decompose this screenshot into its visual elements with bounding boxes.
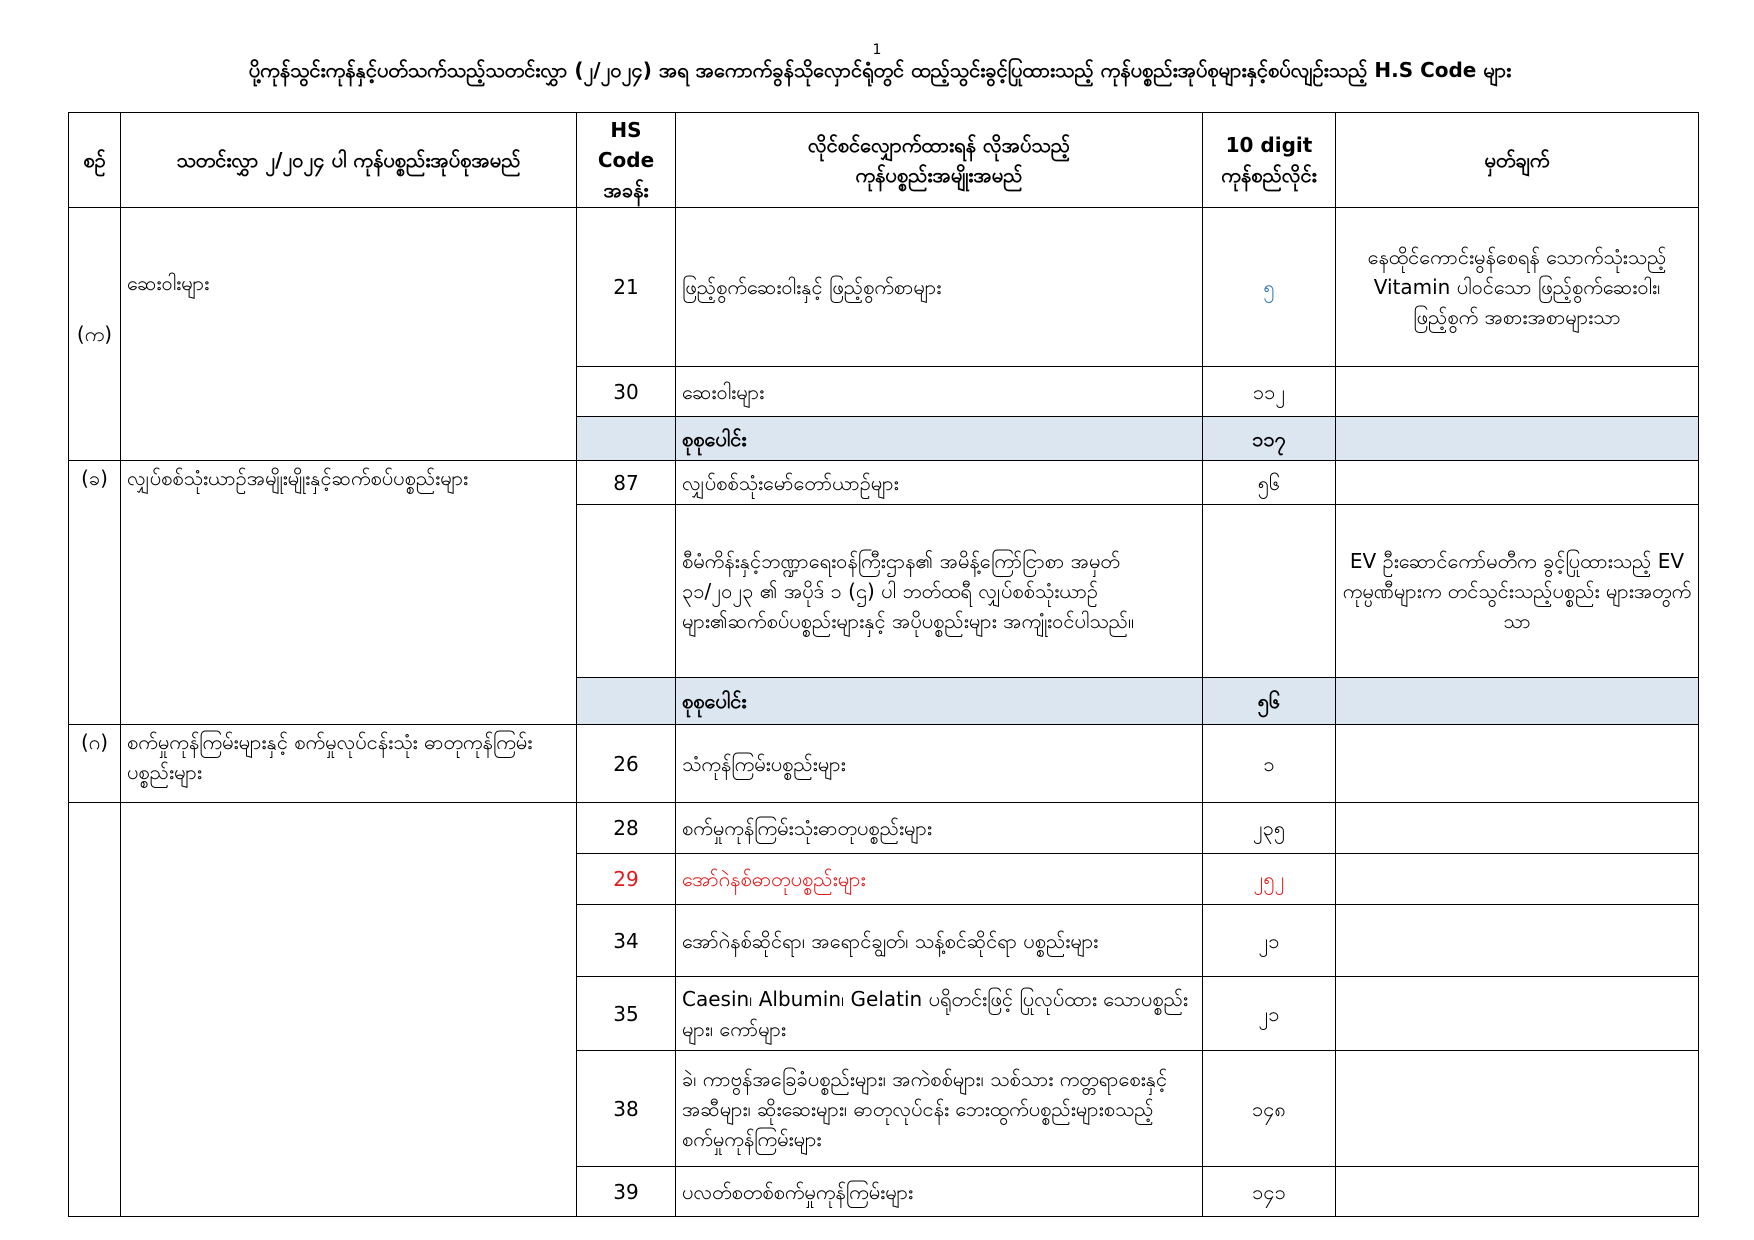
row-remark: [1336, 803, 1699, 854]
row-description: သံကုန်ကြမ်းပစ္စည်းများ: [676, 725, 1203, 803]
row-digit: ၁၄၁: [1203, 1167, 1336, 1217]
row-no: (က): [69, 208, 121, 461]
row-remark: [1336, 461, 1699, 505]
table-row: [69, 461, 1699, 505]
row-description: ဆေးဝါးများ: [676, 367, 1203, 417]
row-remark: နေထိုင်ကောင်းမွန်စေရန် သောက်သုံးသည့် Vitamin ပါဝင်သော ဖြည့်စွက်ဆေးဝါး၊ဖြည့်စွက် အစားအစာများသာ: [1336, 208, 1699, 367]
row-no: (ခ): [69, 461, 121, 725]
row-hs-code: 39: [577, 1167, 676, 1217]
header-group: သတင်းလွှာ ၂/၂၀၂၄ ပါ ကုန်ပစ္စည်းအုပ်စုအမည်: [121, 113, 577, 208]
row-hs-code: 26: [577, 725, 676, 803]
row-description: အော်ဂဲနစ်ဓာတုပစ္စည်းများ: [676, 854, 1203, 905]
row-remark: [1336, 1167, 1699, 1217]
row-hs-code: 29: [577, 854, 676, 905]
header-description: လိုင်စင်လျှောက်ထားရန် လိုအပ်သည့် ကုန်ပစ္စည်းအမျိုးအမည်: [676, 113, 1203, 208]
header-remark: မှတ်ချက်: [1336, 113, 1699, 208]
row-digit: [1203, 505, 1336, 678]
row-hs-code: 34: [577, 905, 676, 977]
row-hs-code: 21: [577, 208, 676, 367]
table-row: [69, 803, 1699, 854]
row-remark: [1336, 1051, 1699, 1167]
subtotal-value: ၁၁၇: [1203, 417, 1336, 461]
row-description: ဖြည့်စွက်ဆေးဝါးနှင့် ဖြည့်စွက်စာများ: [676, 208, 1203, 367]
row-no: [69, 803, 121, 1217]
row-description: ပလတ်စတစ်စက်မှုကုန်ကြမ်းများ: [676, 1167, 1203, 1217]
row-hs-code: 87: [577, 461, 676, 505]
row-digit: ၂၅၂: [1203, 854, 1336, 905]
row-group: စက်မှုကုန်ကြမ်းများနှင့် စက်မှုလုပ်ငန်းသုံး ဓာတုကုန်ကြမ်းပစ္စည်းများ: [121, 725, 577, 803]
row-hs-code: [577, 505, 676, 678]
row-hs-code: [577, 417, 676, 461]
row-hs-code: 35: [577, 977, 676, 1051]
row-description: လျှပ်စစ်သုံးမော်တော်ယာဉ်များ: [676, 461, 1203, 505]
row-digit: ၅: [1203, 208, 1336, 367]
subtotal-label: စုစုပေါင်း: [676, 678, 1203, 725]
row-hs-code: 30: [577, 367, 676, 417]
row-remark: [1336, 367, 1699, 417]
row-hs-code: 38: [577, 1051, 676, 1167]
row-description: ခဲ၊ ကာဗွန်အခြေခံပစ္စည်းများ၊ အကဲစစ်များ၊ သစ်သား ကတ္တရာစေးနှင့်အဆီများ၊ ဆိုးဆေးများ၊ ဓာတုလုပ်ငန်း ဘေးထွက်ပစ္စည်းများစသည့် စက်မှုကုန်ကြမ်းများ: [676, 1051, 1203, 1167]
row-remark: [1336, 417, 1699, 461]
header-hs-code: HS Code အခန်း: [577, 113, 676, 208]
row-digit: ၁၄၈: [1203, 1051, 1336, 1167]
row-group: လျှပ်စစ်သုံးယာဉ်အမျိုးမျိုးနှင့်ဆက်စပ်ပစ္စည်းများ: [121, 461, 577, 725]
page-number: 1: [872, 42, 882, 58]
subtotal-value: ၅၆: [1203, 678, 1336, 725]
row-description: စက်မှုကုန်ကြမ်းသုံးဓာတုပစ္စည်းများ: [676, 803, 1203, 854]
table-header-row: [69, 113, 1699, 208]
row-remark: [1336, 725, 1699, 803]
row-remark: [1336, 854, 1699, 905]
row-digit: ၂၁: [1203, 977, 1336, 1051]
row-description: အော်ဂဲနစ်ဆိုင်ရာ၊ အရောင်ချွတ်၊ သန့်စင်ဆိုင်ရာ ပစ္စည်းများ: [676, 905, 1203, 977]
row-description: Caesin၊ Albumin၊ Gelatin ပရိုတင်းဖြင့် ပြုလုပ်ထား သောပစ္စည်းများ၊ ကော်များ: [676, 977, 1203, 1051]
row-group: [121, 803, 577, 1217]
row-no: (ဂ): [69, 725, 121, 803]
row-remark: EV ဦးဆောင်ကော်မတီက ခွင့်ပြုထားသည့် EV ကုမ္ပဏီများက တင်သွင်းသည့်ပစ္စည်း များအတွက်သာ: [1336, 505, 1699, 678]
row-hs-code: 28: [577, 803, 676, 854]
row-remark: [1336, 977, 1699, 1051]
document-title: ပို့ကုန်သွင်းကုန်နှင့်ပတ်သက်သည့်သတင်းလွှာ (၂/၂၀၂၄) အရ အကောက်ခွန်သိုလှောင်ရုံတွင် ထည့်သွင်းခွင့်ပြုထားသည့် ကုန်ပစ္စည်းအုပ်စုများနှင့်စပ်လျဉ်းသည့် H.S Code များ: [248, 58, 1512, 82]
row-digit: ၂၃၅: [1203, 803, 1336, 854]
table-row: [69, 208, 1699, 367]
hs-code-table: [68, 112, 1699, 1217]
subtotal-label: စုစုပေါင်း: [676, 417, 1203, 461]
row-group: ဆေးဝါးများ: [121, 208, 577, 461]
row-digit: ၁: [1203, 725, 1336, 803]
row-description: စီမံကိန်းနှင့်ဘဏ္ဍာရေးဝန်ကြီးဌာန၏ အမိန့်ကြော်ငြာစာ အမှတ် ၃၁/၂၀၂၃ ၏ အပိုဒ် ၁ (ဌ) ပါ ဘတ်ထရီ လျှပ်စစ်သုံးယာဉ်များ၏ဆက်စပ်ပစ္စည်းများနှင့် အပိုပစ္စည်းများ အကျုံးဝင်ပါသည်။: [676, 505, 1203, 678]
table-row: [69, 725, 1699, 803]
row-digit: ၅၆: [1203, 461, 1336, 505]
row-digit: ၁၁၂: [1203, 367, 1336, 417]
row-hs-code: [577, 678, 676, 725]
row-digit: ၂၁: [1203, 905, 1336, 977]
row-remark: [1336, 678, 1699, 725]
header-10-digit: 10 digit ကုန်စည်လိုင်း: [1203, 113, 1336, 208]
row-remark: [1336, 905, 1699, 977]
header-no: စဉ်: [69, 113, 121, 208]
